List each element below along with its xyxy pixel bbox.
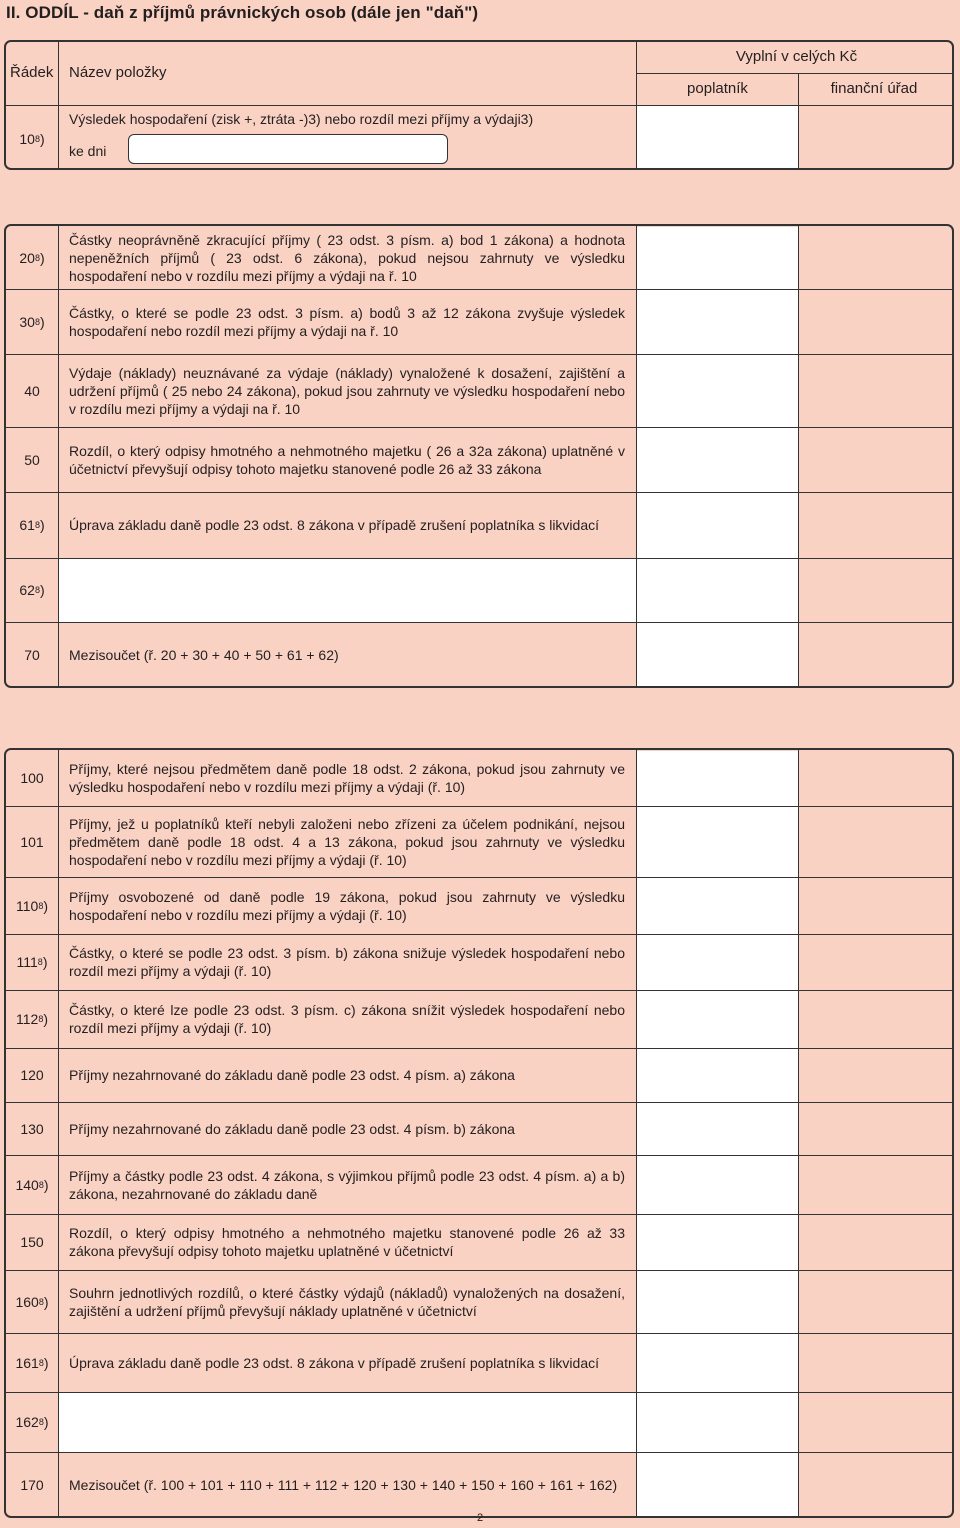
row-10-poplatnik-field[interactable]	[637, 106, 798, 168]
row-text: Částky, o které lze podle 23 odst. 3 písm. c) zákona snížit výsledek hospodaření nebo rozdíl mezi příjmy a výdaji (ř. 10)	[69, 1002, 625, 1036]
poplatnik-field[interactable]	[637, 1103, 798, 1155]
header-poplatnik: poplatník	[687, 80, 748, 97]
row-text: Souhrn jednotlivých rozdílů, o které částky výdajů (nákladů) vynaložených na dosažení, zajištění a udržení příjmů převyšují náklady uplatněné v účetnictví	[69, 1284, 625, 1319]
header-section	[4, 40, 954, 170]
section-title: II. ODDÍL - daň z příjmů právnických osob (dále jen "daň")	[6, 3, 479, 22]
poplatnik-field[interactable]	[637, 1453, 798, 1518]
row-number: 140 8 )	[15, 1176, 49, 1193]
row-number: 120	[20, 1067, 44, 1083]
row-text: Mezisoučet (ř. 100 + 101 + 110 + 111 + 112 + 120 + 130 + 140 + 150 + 160 + 161 + 162)	[69, 1477, 618, 1493]
row-number: 20 8 )	[19, 249, 45, 266]
row-number: 40	[24, 382, 40, 399]
row-text: Rozdíl, o který odpisy hmotného a nehmotného majetku stanovené podle 26 až 33 zákona převyšují odpisy tohoto majetku uplatněné v účetnictví	[69, 1225, 625, 1259]
poplatnik-field[interactable]	[637, 1215, 798, 1270]
poplatnik-field[interactable]	[637, 290, 798, 354]
row-text: Příjmy osvobozené od daně podle 19 zákona, pokud jsou zahrnuty ve výsledku hospodaření nebo v rozdílu mezi příjmy a výdaji (ř. 10)	[69, 888, 625, 923]
section-2	[4, 748, 954, 1518]
row-number: 100	[20, 770, 44, 786]
row-text: Částky, o které se podle 23 odst. 3 písm. a) bodů 3 až 12 zákona zvyšuje výsledek hospodaření nebo rozdíl mezi příjmy a výdaji na ř. 10	[69, 304, 625, 339]
row-number: 160 8 )	[15, 1293, 49, 1310]
poplatnik-field[interactable]	[637, 493, 798, 558]
row-text: Příjmy, jež u poplatníků kteří nebyli založeni nebo zřízeni za účelem podnikání, nejsou předmětem daně podle 18 odst. 4 a 13 zákona, pokud jsou zahrnuty ve výsledku hospodaření nebo v rozdílu mezi příjmy a výdaji (ř. 10)	[69, 815, 625, 868]
row-number: 150	[20, 1234, 44, 1250]
ke-dni-label: ke dni	[69, 143, 107, 159]
free-text-field[interactable]	[59, 559, 636, 622]
poplatnik-field[interactable]	[637, 1334, 798, 1392]
row-number: 170	[20, 1477, 44, 1493]
poplatnik-field[interactable]	[637, 751, 798, 806]
header-financni-urad: finanční úřad	[830, 80, 918, 97]
section-1	[4, 224, 954, 688]
free-text-field[interactable]	[59, 1393, 636, 1452]
row-number: 101	[20, 833, 44, 850]
poplatnik-field[interactable]	[637, 227, 798, 289]
row-number: 110 8 )	[15, 897, 48, 914]
row-number: 130	[20, 1120, 44, 1137]
header-radek: Řádek	[10, 64, 54, 81]
page-number: 2	[476, 1512, 484, 1524]
poplatnik-field[interactable]	[637, 1049, 798, 1102]
row-text: Částky, o které se podle 23 odst. 3 písm. b) zákona snižuje výsledek hospodaření nebo rozdíl mezi příjmy a výdaji (ř. 10)	[69, 945, 625, 979]
poplatnik-field[interactable]	[637, 355, 798, 427]
row-text: Úprava základu daně podle 23 odst. 8 zákona v případě zrušení poplatníka s likvidací	[69, 517, 599, 533]
row-text: Příjmy, které nejsou předmětem daně podle 18 odst. 2 zákona, pokud jsou zahrnuty ve výsledku hospodaření nebo v rozdílu mezi příjmy a výdaji (ř. 10)	[69, 761, 625, 795]
row-10-text: Výsledek hospodaření (zisk +, ztráta -)3) nebo rozdíl mezi příjmy a výdaji3)	[69, 111, 534, 127]
header-vyplni: Vyplní v celých Kč	[735, 48, 858, 65]
poplatnik-field[interactable]	[637, 559, 798, 622]
poplatnik-field[interactable]	[637, 878, 798, 934]
row-number: 70	[24, 647, 40, 663]
row-number: 112 8 )	[15, 1011, 48, 1027]
row-text: Příjmy nezahrnované do základu daně podle 23 odst. 4 písm. a) zákona	[69, 1067, 515, 1083]
poplatnik-field[interactable]	[637, 623, 798, 688]
row-number: 10 8 )	[19, 131, 45, 147]
poplatnik-field[interactable]	[637, 991, 798, 1048]
poplatnik-field[interactable]	[637, 807, 798, 877]
poplatnik-field[interactable]	[637, 935, 798, 990]
row-number: 161 8 )	[15, 1354, 49, 1371]
poplatnik-field[interactable]	[637, 1271, 798, 1333]
row-text: Příjmy nezahrnované do základu daně podle 23 odst. 4 písm. b) zákona	[69, 1120, 515, 1137]
row-text: Úprava základu daně podle 23 odst. 8 zákona v případě zrušení poplatníka s likvidací	[69, 1354, 599, 1371]
row-number: 61 8 )	[19, 517, 45, 533]
row-text: Výdaje (náklady) neuznávané za výdaje (náklady) vynaložené k dosažení, zajištění a udržení příjmů ( 25 nebo 24 zákona), pokud jsou zahrnuty ve výsledku hospodaření nebo v rozdílu mezi příjmy a výdaji na ř. 10	[69, 364, 625, 417]
ke-dni-date-input[interactable]	[128, 134, 448, 164]
row-number: 62 8 )	[19, 582, 45, 598]
row-number: 162 8 )	[15, 1414, 49, 1430]
row-text: Mezisoučet (ř. 20 + 30 + 40 + 50 + 61 + 62)	[69, 647, 339, 663]
poplatnik-field[interactable]	[637, 428, 798, 492]
poplatnik-field[interactable]	[637, 1393, 798, 1452]
row-number: 111 8 )	[16, 954, 48, 970]
row-text: Příjmy a částky podle 23 odst. 4 zákona, s výjimkou příjmů podle 23 odst. 4 písm. a) a b) zákona, nezahrnované do základu daně	[69, 1167, 625, 1202]
row-text: Částky neoprávněně zkracující příjmy ( 23 odst. 3 písm. a) bod 1 zákona) a hodnota nepeněžních příjmů ( 23 odst. 6 zákona), pokud nejsou zahrnuty ve výsledku hospodaření nebo v rozdílu mezi příjmy a výdaji na ř. 10	[69, 231, 625, 284]
poplatnik-field[interactable]	[637, 1156, 798, 1214]
row-number: 30 8 )	[19, 313, 45, 330]
row-number: 50	[24, 451, 40, 468]
row-text: Rozdíl, o který odpisy hmotného a nehmotného majetku ( 26 a 32a zákona) uplatněné v účetnictví převyšují odpisy tohoto majetku stanovené podle 26 až 33 zákona	[69, 442, 625, 477]
header-nazev: Název položky	[69, 64, 167, 81]
